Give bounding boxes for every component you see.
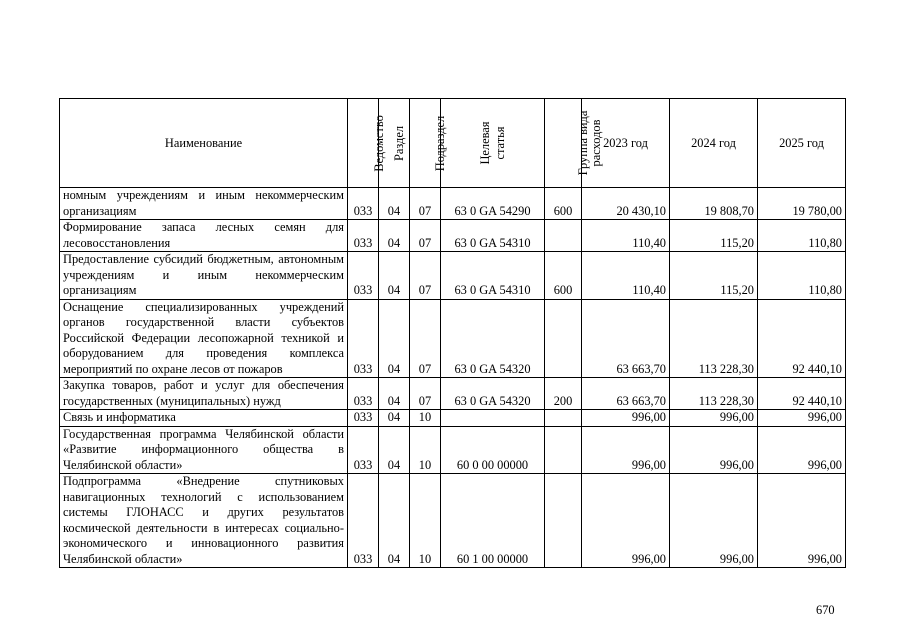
row-group: 600: [545, 188, 582, 220]
row-name: Предоставление субсидий бюджетным, автономным учреждениям и иным некоммерческим организациям: [60, 252, 348, 300]
row-target: 60 0 00 00000: [441, 426, 545, 474]
row-dept: 033: [348, 378, 379, 410]
row-name: Подпрограмма «Внедрение спутниковых навигационных технологий с использованием системы ГЛОНАСС и других результатов космической деятельности в интересах социально-экономического и инновационного развития Челябинской области»: [60, 474, 348, 568]
row-dept: 033: [348, 188, 379, 220]
row-target: 63 0 GA 54310: [441, 252, 545, 300]
budget-table: [59, 98, 846, 568]
row-dept: 033: [348, 426, 379, 474]
table-row: [60, 410, 846, 427]
row-2025: 110,80: [758, 252, 846, 300]
row-target: 63 0 GA 54310: [441, 220, 545, 252]
row-name: Оснащение специализированных учреждений органов государственной власти субъектов Российской Федерации лесопожарной техникой и оборудованием для проведения комплекса мероприятий по охране лесов от пожаров: [60, 299, 348, 378]
table-row: [60, 426, 846, 474]
row-subsection: 07: [410, 252, 441, 300]
table-header-row: [60, 99, 846, 188]
col-section-header: Раздел: [392, 125, 407, 161]
row-2023: 110,40: [582, 220, 670, 252]
row-subsection: 10: [410, 426, 441, 474]
row-name: Формирование запаса лесных семян для лесовосстановления: [60, 220, 348, 252]
row-2025: 996,00: [758, 426, 846, 474]
col-group-header: Группа вида расходов: [576, 110, 603, 175]
row-dept: 033: [348, 474, 379, 568]
row-dept: 033: [348, 220, 379, 252]
row-2024: 115,20: [670, 252, 758, 300]
col-2023-header: 2023 год: [582, 99, 670, 188]
row-name: Закупка товаров, работ и услуг для обеспечения государственных (муниципальных) нужд: [60, 378, 348, 410]
row-2025: 92 440,10: [758, 378, 846, 410]
row-2024: 113 228,30: [670, 378, 758, 410]
row-group: [545, 220, 582, 252]
row-group: [545, 299, 582, 378]
row-section: 04: [379, 220, 410, 252]
row-subsection: 07: [410, 378, 441, 410]
row-target: 63 0 GA 54320: [441, 299, 545, 378]
row-2023: 63 663,70: [582, 378, 670, 410]
row-dept: 033: [348, 299, 379, 378]
row-group: [545, 426, 582, 474]
row-subsection: 10: [410, 474, 441, 568]
row-group: [545, 410, 582, 427]
row-section: 04: [379, 188, 410, 220]
row-2024: 113 228,30: [670, 299, 758, 378]
row-subsection: 10: [410, 410, 441, 427]
table-row: [60, 188, 846, 220]
row-target: 63 0 GA 54320: [441, 378, 545, 410]
table-row: [60, 220, 846, 252]
row-2023: 996,00: [582, 410, 670, 427]
row-2023: 996,00: [582, 474, 670, 568]
row-name: Государственная программа Челябинской области «Развитие информационного общества в Челябинской области»: [60, 426, 348, 474]
table-row: [60, 474, 846, 568]
row-group: 200: [545, 378, 582, 410]
row-2025: 92 440,10: [758, 299, 846, 378]
row-subsection: 07: [410, 299, 441, 378]
row-group: 600: [545, 252, 582, 300]
row-2024: 996,00: [670, 410, 758, 427]
table-row: [60, 378, 846, 410]
col-2025-header: 2025 год: [758, 99, 846, 188]
col-dept-header: Ведомство: [371, 114, 386, 172]
col-subsection-header: Подраздел: [433, 115, 448, 171]
row-dept: 033: [348, 410, 379, 427]
row-2025: 19 780,00: [758, 188, 846, 220]
row-2023: 20 430,10: [582, 188, 670, 220]
row-section: 04: [379, 378, 410, 410]
row-2025: 996,00: [758, 474, 846, 568]
col-name-header: Наименование: [60, 99, 348, 188]
row-2024: 19 808,70: [670, 188, 758, 220]
col-target-header: Целевая статья: [477, 121, 507, 165]
table-row: [60, 252, 846, 300]
row-target: 60 1 00 00000: [441, 474, 545, 568]
row-2023: 110,40: [582, 252, 670, 300]
row-target: [441, 410, 545, 427]
row-2024: 996,00: [670, 426, 758, 474]
table-row: [60, 299, 846, 378]
row-2024: 115,20: [670, 220, 758, 252]
row-target: 63 0 GA 54290: [441, 188, 545, 220]
row-2023: 996,00: [582, 426, 670, 474]
row-dept: 033: [348, 252, 379, 300]
row-2025: 996,00: [758, 410, 846, 427]
row-group: [545, 474, 582, 568]
row-name: Связь и информатика: [60, 410, 348, 427]
row-name: номным учреждениям и иным некоммерческим организациям: [60, 188, 348, 220]
row-2025: 110,80: [758, 220, 846, 252]
row-section: 04: [379, 299, 410, 378]
col-2024-header: 2024 год: [670, 99, 758, 188]
row-section: 04: [379, 252, 410, 300]
row-section: 04: [379, 410, 410, 427]
row-subsection: 07: [410, 220, 441, 252]
row-2023: 63 663,70: [582, 299, 670, 378]
row-section: 04: [379, 426, 410, 474]
row-2024: 996,00: [670, 474, 758, 568]
page-number: 670: [816, 603, 835, 617]
row-section: 04: [379, 474, 410, 568]
row-subsection: 07: [410, 188, 441, 220]
